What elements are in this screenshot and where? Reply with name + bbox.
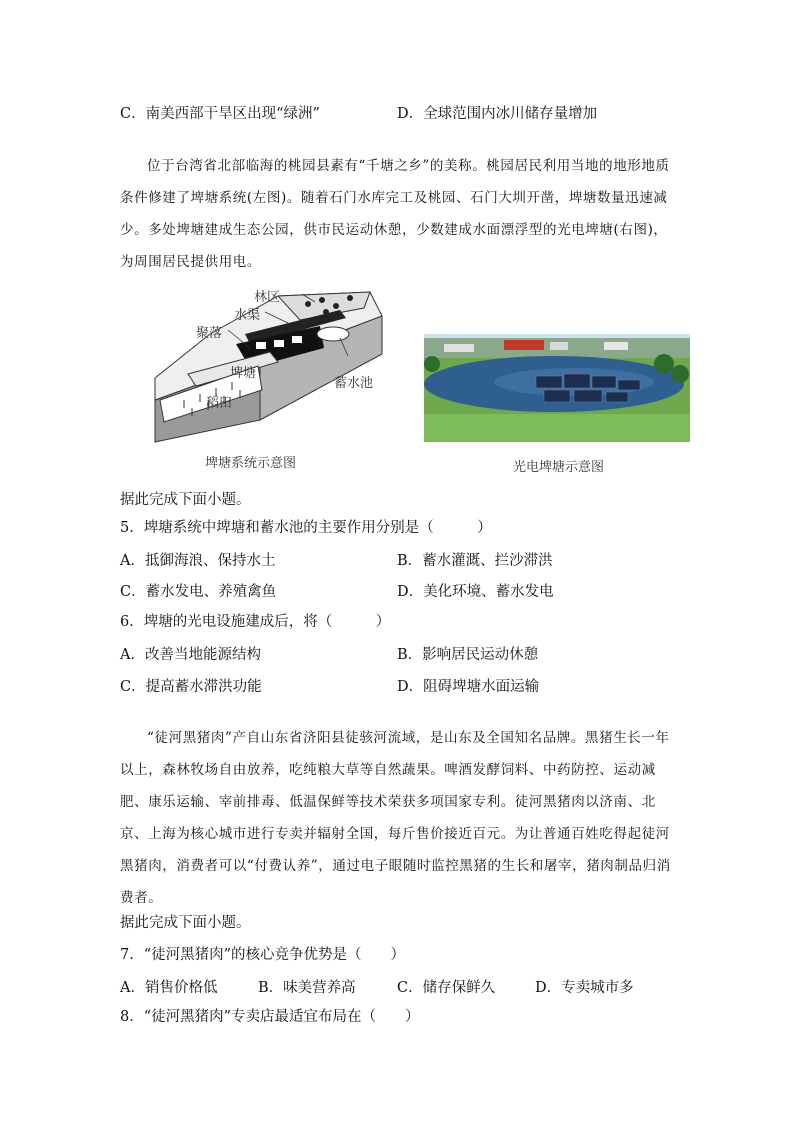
solar-pond-svg xyxy=(424,334,690,442)
q6-option-d: D．阻碍埤塘水面运输 xyxy=(397,679,540,695)
q5-option-c: C．蓄水发电、养殖禽鱼 xyxy=(120,584,277,600)
q7-option-d: D．专卖城市多 xyxy=(535,980,634,996)
pond-system-diagram xyxy=(150,282,390,452)
solar-pond-photo xyxy=(424,334,690,442)
q6-stem: 6．埤塘的光电设施建成后，将（ ） xyxy=(120,614,391,630)
q7-option-a: A．销售价格低 xyxy=(120,980,218,996)
instruction-1: 据此完成下面小题。 xyxy=(120,492,251,508)
caption-solar-pond: 光电埤塘示意图 xyxy=(513,460,605,475)
q6-option-b: B．影响居民运动休憩 xyxy=(397,647,539,663)
q7-option-b: B．味美营养高 xyxy=(258,980,356,996)
passage-taoyuan: 位于台湾省北部临海的桃园县素有“千塘之乡”的美称。桃园居民利用当地的地形地质条件修建了埤塘系统(左图)。随着石门水库完工及桃园、石门大圳开凿，埤塘数量迅速减少。多处埤塘建成生态公园，供市民运动休憩，少数建成水面漂浮型的光电埤塘(右图)，为周围居民提供用电。 xyxy=(120,158,670,270)
label-settlement: 聚落 xyxy=(196,326,223,341)
label-pond: 埤塘 xyxy=(230,366,257,381)
q6-option-c: C．提高蓄水滞洪功能 xyxy=(120,679,262,695)
q5-stem: 5．埤塘系统中埤塘和蓄水池的主要作用分别是（ ） xyxy=(120,520,492,536)
pond-system-svg xyxy=(150,282,390,452)
passage-black-pork: “徒河黑猪肉”产自山东省济阳县徒骇河流域，是山东及全国知名品牌。黑猪生长一年以上，森林牧场自由放养，吃纯粮大草等自然蔬果。啤酒发酵饲料、中药防控、运动减肥、康乐运输、宰前排毒、低温保鲜等技术荣获多项国家专利。徒河黑猪肉以济南、北京、上海为核心城市进行专卖并辐射全国，每斤售价接近百元。为让普通百姓吃得起徒河黑猪肉，消费者可以“付费认养”，通过电子眼随时监控黑猪的生长和屠宰，猪肉制品归消费者。 xyxy=(120,730,671,906)
q4-option-c: C．南美西部干旱区出现“绿洲” xyxy=(120,106,320,122)
q7-stem: 7．“徒河黑猪肉”的核心竞争优势是（ ） xyxy=(120,947,406,963)
q5-option-b: B．蓄水灌溉、拦沙滞洪 xyxy=(397,553,553,569)
q6-option-a: A．改善当地能源结构 xyxy=(120,647,261,663)
label-paddy: 稻田 xyxy=(206,396,233,411)
label-reservoir: 蓄水池 xyxy=(334,376,374,391)
q7-option-c: C．储存保鲜久 xyxy=(397,980,496,996)
q5-option-d: D．美化环境、蓄水发电 xyxy=(397,584,554,600)
q4-option-d: D．全球范围内冰川储存量增加 xyxy=(397,106,598,122)
label-forest: 林区 xyxy=(254,290,281,305)
caption-pond-system: 埤塘系统示意图 xyxy=(205,456,297,471)
q5-option-a: A．抵御海浪、保持水土 xyxy=(120,553,276,569)
instruction-2: 据此完成下面小题。 xyxy=(120,915,251,931)
q8-stem: 8．“徒河黑猪肉”专卖店最适宜布局在（ ） xyxy=(120,1009,420,1025)
label-canal: 水渠 xyxy=(234,308,261,323)
